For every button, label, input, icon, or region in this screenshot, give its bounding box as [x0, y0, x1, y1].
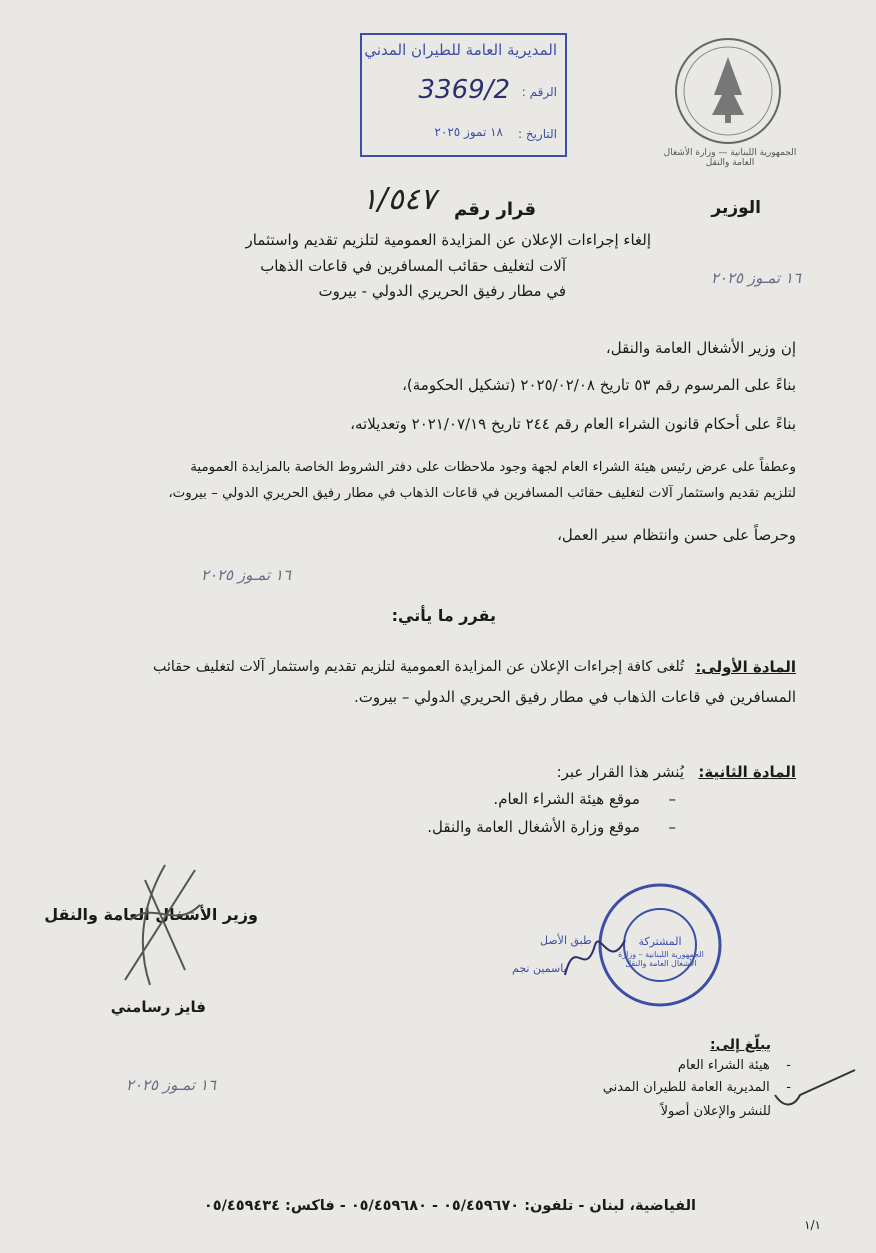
dash-icon: – [668, 790, 676, 808]
page-number: ١/١ [804, 1218, 821, 1232]
dash-icon: - [786, 1058, 791, 1073]
stamp-inner-text: طبق الأصل [540, 934, 592, 947]
handwritten-date-bottom: ١٦ تمـوز ٢٠٢٥ [125, 1076, 216, 1094]
article2-bullet-1 [493, 790, 676, 808]
checkmark-icon [770, 1065, 860, 1115]
dash-icon: - [786, 1080, 791, 1095]
decision-number-label: قرار رقم [453, 199, 536, 220]
scribble-icon [560, 925, 630, 985]
preamble-intro: إن وزير الأشغال العامة والنقل، [605, 339, 796, 357]
article1-label: المادة الأولى: [695, 658, 796, 676]
article2-item-1: موقع هيئة الشراء العام. [493, 790, 640, 808]
signature-title: وزير الأشغال العامة والنقل [44, 905, 258, 924]
checkmark [770, 1065, 860, 1119]
handwritten-date-top: ١٦ تمـوز ٢٠٢٥ [710, 269, 801, 287]
preamble-clause3-line1: وعطفاً على عرض رئيس هيئة الشراء العام لجهة وجود ملاحظات على دفتر الشروط الخاصة بالمزايدة العمومية [190, 460, 796, 475]
article2-label: المادة الثانية: [698, 763, 796, 781]
signature-icon [105, 860, 215, 990]
preamble-clause3-line2: لتلزيم تقديم واستثمار آلات لتغليف حقائب المسافرين في قاعات الذهاب في مطار رفيق الحريري الدولي – بيروت، [168, 486, 796, 501]
decision-title-line3: في مطار رفيق الحريري الدولي - بيروت [318, 282, 566, 300]
ministry-seal [672, 35, 784, 147]
dash-icon: – [668, 818, 676, 836]
distribution-text-1: هيئة الشراء العام [677, 1058, 770, 1073]
preamble-clause1: بناءً على المرسوم رقم ٥٣ تاريخ ٢٠٢٥/٠٢/٠٨ (تشكيل الحكومة)، [402, 376, 796, 394]
stamp-number-label: الرقم : [521, 85, 557, 99]
handwritten-date-mid: ١٦ تمـوز ٢٠٢٥ [200, 566, 291, 584]
stamp-center-text: المشتركة [638, 935, 682, 948]
distribution-item-2 [603, 1080, 791, 1095]
article2-text: يُنشر هذا القرار عبر: [556, 763, 684, 781]
distribution-label: يبلّغ إلى: [710, 1037, 771, 1053]
decision-title-line2: آلات لتغليف حقائب المسافرين في قاعات الذهاب [260, 257, 566, 275]
cedar-seal-icon [672, 35, 784, 147]
handwritten-signature [105, 860, 215, 994]
distribution-text-2: المديرية العامة للطيران المدني [602, 1080, 770, 1095]
stamp-title: المديرية العامة للطيران المدني [364, 41, 557, 59]
article2-bullet-2 [427, 818, 676, 836]
signature-name: فايز رسامني [110, 998, 206, 1016]
decision-number-value: ١/٥٤٧ [361, 182, 436, 217]
stamp-signer: ياسمين نجم [512, 962, 567, 975]
registration-stamp [360, 33, 567, 157]
article1-line1: تُلغى كافة إجراءات الإعلان عن المزايدة العمومية لتلزيم تقديم واستثمار آلات لتغليف حقائب [153, 659, 684, 675]
stamp-date-value: ١٨ تموز ٢٠٢٥ [434, 125, 503, 139]
stamp-outer-text: الجمهورية اللبنانية – وزارة الأشغال العامة والنقل [618, 950, 704, 968]
article1-line2: المسافرين في قاعات الذهاب في مطار رفيق الحريري الدولي – بيروت. [353, 688, 796, 706]
minister-label: الوزير [711, 198, 761, 218]
stamp-number-value: 3369/2 [418, 75, 510, 105]
stamp-date-label: التاريخ : [517, 127, 557, 141]
footer-address: الفياضية، لبنان - تلفون: ٠٥/٤٥٩٦٧٠ - ٠٥/٤٥٩٦٨٠ - فاكس: ٠٥/٤٥٩٤٣٤ [203, 1198, 696, 1214]
preamble-clause4: وحرصاً على حسن وانتظام سير العمل، [557, 526, 796, 544]
decides-heading: يقرر ما يأتي: [391, 606, 496, 625]
seal-caption: الجمهورية اللبنانية — وزارة الأشغال العامة والنقل [663, 148, 797, 168]
decision-title-line1: إلغاء إجراءات الإعلان عن المزايدة العمومية لتلزيم تقديم واستثمار [245, 231, 651, 249]
stamp-signature-scribble [560, 925, 630, 989]
article2-item-2: موقع وزارة الأشغال العامة والنقل. [427, 818, 640, 836]
distribution-text-3: للنشر والإعلان أصولاً [660, 1104, 771, 1119]
preamble-clause2: بناءً على أحكام قانون الشراء العام رقم ٢٤٤ تاريخ ٢٠٢١/٠٧/١٩ وتعديلاته، [350, 415, 796, 433]
